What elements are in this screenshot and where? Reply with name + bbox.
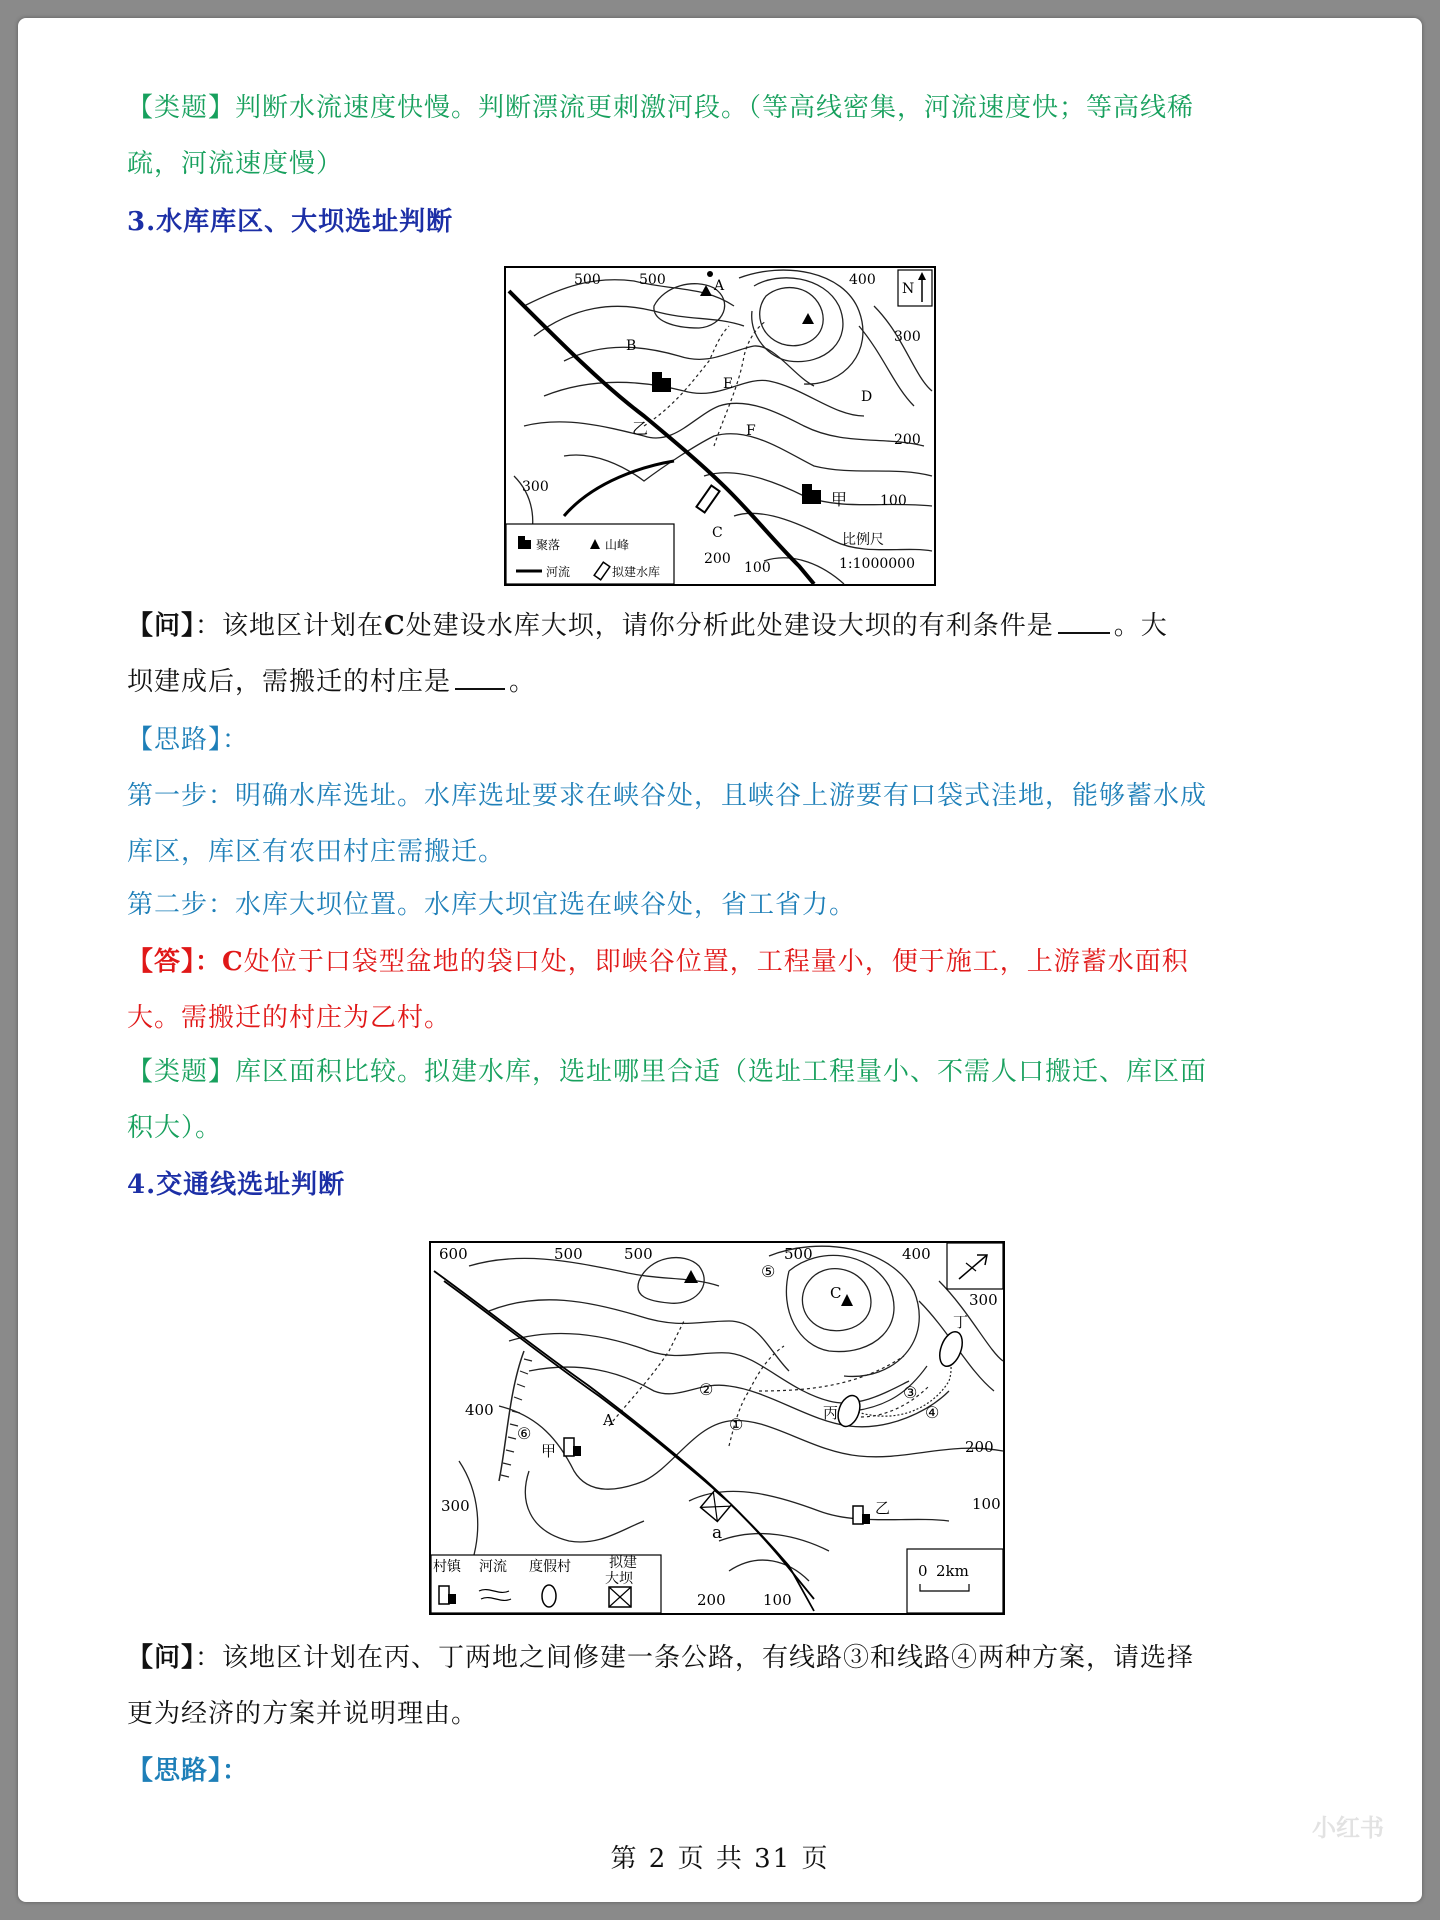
- place-jia-label: 甲: [541, 1442, 557, 1460]
- contour-label: 300: [969, 1291, 998, 1309]
- village-yi-label: 乙: [632, 419, 649, 438]
- legend-river: 河流: [546, 565, 571, 579]
- section-4-heading: 4.交通线选址判断: [127, 1170, 346, 1200]
- answer-blank: [455, 668, 505, 690]
- contour-label: 100: [744, 560, 771, 576]
- route-3-label: ③: [903, 1383, 918, 1402]
- class-question-3: [127, 1044, 1297, 1156]
- point-a-label: A: [714, 278, 725, 294]
- answer-line2: 大。需搬迁的村庄为乙村。: [127, 1003, 452, 1033]
- class-line2: 积大）。: [127, 1113, 223, 1143]
- scale-value: 1:1000000: [839, 556, 915, 572]
- step-1: [127, 768, 1297, 880]
- contour-label: 500: [624, 1245, 653, 1263]
- class-text-line2: 疏，河流速度慢）: [127, 149, 344, 179]
- question-text: 处建设水库大坝，请你分析此处建设大坝的有利条件是: [405, 611, 1054, 641]
- contour-label: 200: [965, 1438, 994, 1456]
- step-1-line1: 第一步：明确水库选址。水库选址要求在峡谷处，且峡谷上游要有口袋式洼地，能够蓄水成: [127, 781, 1208, 811]
- step-1-line2: 库区，库区有农田村庄需搬迁。: [127, 837, 506, 867]
- class-text-line1: 判断水流速度快慢。判断漂流更刺激河段。（等高线密集，河流速度快；等高线稀: [235, 93, 1195, 123]
- contour-label: 400: [465, 1401, 494, 1419]
- contour-label: 500: [784, 1245, 813, 1263]
- contour-label: 300: [522, 479, 549, 495]
- class-question-1: [127, 80, 1297, 192]
- point-a-label: A: [603, 1411, 614, 1429]
- legend-river: 河流: [479, 1559, 507, 1575]
- answer-line1: 处位于口袋型盆地的袋口处，即峡谷位置，工程量小，便于施工，上游蓄水面积: [243, 947, 1189, 977]
- answer-point: ：C: [195, 947, 244, 977]
- legend-resort: 度假村: [529, 1559, 571, 1575]
- point-e-label: E: [723, 376, 734, 392]
- route-1-label: ①: [729, 1415, 744, 1434]
- route-contour-map: [429, 1241, 1005, 1615]
- question-line2: 更为经济的方案并说明理由。: [127, 1699, 479, 1729]
- scale-2km: 2km: [936, 1562, 969, 1580]
- contour-label: 600: [439, 1245, 468, 1263]
- scale-label: 比例尺: [842, 532, 884, 548]
- legend-settlement: 聚落: [536, 538, 561, 552]
- idea-tag: 【思路】：: [127, 725, 250, 755]
- scale-zero: 0: [918, 1562, 928, 1580]
- question-3: [127, 598, 1297, 710]
- contour-label: 300: [894, 329, 921, 345]
- route-4-label: ④: [925, 1403, 940, 1422]
- point-d-label: D: [861, 389, 873, 405]
- step-2: 第二步：水库大坝位置。水库大坝宜选在峡谷处，省工省力。: [127, 890, 857, 920]
- question-tag: 【问】: [127, 611, 196, 641]
- question-4: [127, 1630, 1297, 1742]
- place-ding-label: 丁: [953, 1313, 969, 1331]
- place-bing-label: 丙: [823, 1404, 839, 1422]
- contour-label: 200: [894, 432, 921, 448]
- point-b-label: B: [626, 338, 637, 354]
- contour-label: 300: [441, 1497, 470, 1515]
- legend-town: 村镇: [433, 1559, 461, 1575]
- class-tag: 【类题】: [127, 1057, 236, 1087]
- class-tag: 【类题】: [127, 93, 236, 123]
- answer-3: [127, 934, 1297, 1046]
- class-line1: 库区面积比较。拟建水库，选址哪里合适（选址工程量小、不需人口搬迁、库区面: [235, 1057, 1208, 1087]
- contour-label: 400: [902, 1245, 931, 1263]
- question-line1: ：该地区计划在丙、丁两地之间修建一条公路，有线路③和线路④两种方案，请选择: [195, 1643, 1195, 1673]
- section-3-heading: 3.水库库区、大坝选址判断: [127, 207, 454, 237]
- contour-label: 500: [639, 272, 666, 288]
- contour-label: 500: [554, 1245, 583, 1263]
- route-6-label: ⑥: [517, 1424, 532, 1443]
- point-c-label: C: [712, 525, 723, 541]
- contour-label: 100: [880, 493, 907, 509]
- contour-label: 400: [849, 272, 876, 288]
- question-point: C: [384, 611, 406, 641]
- village-jia-label: 甲: [831, 490, 848, 509]
- point-f-label: F: [746, 423, 756, 439]
- legend-proposed: 拟建: [609, 1555, 637, 1571]
- reservoir-contour-map: [504, 266, 936, 586]
- contour-label: 500: [574, 272, 601, 288]
- dam-a-label: a: [712, 1523, 723, 1543]
- question-tag: 【问】: [127, 1643, 196, 1673]
- route-2-label: ②: [699, 1380, 714, 1399]
- idea-tag-4: 【思路】：: [127, 1756, 250, 1786]
- answer-blank: [1058, 612, 1110, 634]
- contour-label: 200: [697, 1591, 726, 1609]
- point-c-label: C: [830, 1284, 842, 1302]
- question-text: 坝建成后，需搬迁的村庄是: [127, 667, 452, 697]
- answer-tag: 【答】: [127, 947, 196, 977]
- question-text: 。: [509, 667, 537, 697]
- contour-label: 200: [704, 551, 731, 567]
- question-text: ：该地区计划在: [195, 611, 385, 641]
- place-yi-label: 乙: [875, 1499, 891, 1517]
- route-5-label: ⑤: [761, 1262, 776, 1281]
- legend-peak: 山峰: [605, 538, 630, 552]
- legend-dam: 大坝: [605, 1571, 633, 1587]
- north-label: N: [902, 281, 915, 297]
- question-text: 。大: [1113, 611, 1168, 641]
- legend-reservoir: 拟建水库: [612, 565, 661, 579]
- page-footer: 第 2 页 共 31 页: [610, 1844, 830, 1874]
- watermark-logo: 小红书: [1312, 1814, 1384, 1842]
- contour-label: 100: [972, 1495, 1001, 1513]
- contour-label: 100: [763, 1591, 792, 1609]
